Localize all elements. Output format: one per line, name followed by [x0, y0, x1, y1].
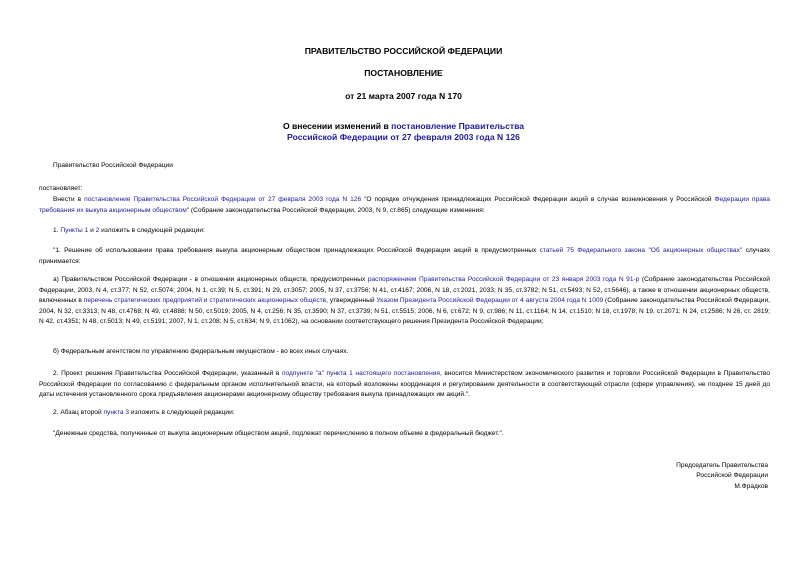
- title-link-line2[interactable]: Российской Федерации от 27 февраля 2003 года N 126: [287, 132, 520, 142]
- p4-text-3: изложить в следующей редакции:: [99, 227, 205, 234]
- p8-text-1: 2. Проект решения Правительства Российской Федерации, указанный в: [53, 370, 282, 377]
- link-decree-1009[interactable]: Указом Президента Российской Федерации от 4 августа 2004 года N 1009: [376, 297, 604, 305]
- p6-text-1: а) Правительством Российской Федерации - в отношении акционерных обществ, предусмотренных: [53, 276, 368, 283]
- p5-text-2: случаях принимается:: [39, 247, 770, 265]
- title-link-line1[interactable]: постановление Правительства: [391, 121, 525, 131]
- link-resolution-126[interactable]: постановление Правительства Российской Федерации от 27 февраля 2003 года N 126: [84, 196, 362, 203]
- link-article-75[interactable]: статьей 75 Федерального закона "Об акционерных обществах": [539, 247, 743, 254]
- p8-text-2: , вносится Министерством экономического развития и торговли Российской Федерации в Правительство Российской Федерации по согласованию с федеральным органом исполнительной власти, на который возложены координация и регулирование деятельности в соответствующей отрасли (сфере управления), не позднее 15 дней до даты истечения установленного срока предъявления акционерами акционерному обществу требования выкупа принадлежащих им акций.".: [39, 370, 770, 399]
- signature-name: М.Фрадков: [734, 482, 768, 490]
- government-heading: ПРАВИТЕЛЬСТВО РОССИЙСКОЙ ФЕДЕРАЦИИ: [304, 46, 503, 56]
- p5-text-1: "1. Решение об использовании права требования выкупа акционерным обществом принадлежащих Российской Федерации акций в предусмотренных: [53, 247, 540, 254]
- p4-text-1: 1.: [53, 227, 61, 234]
- title-prefix: О внесении изменений в: [282, 121, 392, 131]
- p3-text-3: " (Собрание законодательства Российской Федерации, 2003, N 9, ст.865) следующие изменения:: [186, 206, 485, 214]
- p3-text-2: "О порядке отчуждения принадлежащих Российской Федерации акций в случае возникновения у Российской: [361, 196, 715, 203]
- signature-title: Председатель Правительства: [676, 462, 768, 469]
- paragraph-budget: "Денежные средства, полученные от выкупа акционерным обществом акций, подлежат перечислению в полном объеме в федеральный бюджет.".: [53, 430, 504, 437]
- document-type: ПОСТАНОВЛЕНИЕ: [364, 68, 443, 78]
- p6-text-2: (Собрание законодательства Российской Федерации, 2003, N 4, ст.377; N 52, ст.5074; 2004, N 1, ст.39; N 5, ст.391; N 29, ст.3057; 2005, N 37, ст.3756; N 41, ст.4167; 2006, N 18, ст.2021, 2033; N 35, ст.3782; N 51, ст.5493; N 52, ст.5646), а также в отношении акционерных обществ, включенных в: [39, 276, 770, 305]
- paragraph-government: Правительство Российской Федерации: [53, 162, 173, 169]
- p6-text-4: (Собрание законодательства Российской Федерации, 2004, N 32, ст.3313; N 48, ст.4768; N 49, ст.4888; N 50, ст.5019; 2005, N 4, ст.256; N 35, ст.3590; N 37, ст.3739; N 51, ст.5515; 2006, N 6, ст.672; N 9, ст.986; N 11, ст.1164; N 14, ст.1510; N 18, ст.1978; N 19, ст.2071; N 24, ст.2586; N 26, ст. 2819; N 42, ст.4351; N 48, ст.5013; N 49, ст.5191; 2007, N 1, ст.208; N 5, ст.634; N 9, ст.1062), на основании соответствующего решения Президента Российской Федерации;: [39, 297, 770, 326]
- link-item-2[interactable]: 2: [95, 227, 100, 234]
- p3-text-1: Внести в: [53, 196, 85, 203]
- link-item-1[interactable]: Пункты 1: [60, 227, 89, 234]
- p4-text-2: и: [88, 227, 96, 234]
- link-subitem-a[interactable]: подпункте "а" пункта 1 настоящего постановления: [281, 370, 440, 377]
- paragraph-item-3: [39, 408, 770, 419]
- paragraph-item-2-new: [39, 369, 770, 401]
- paragraph-item-1-new: [39, 246, 770, 267]
- document-date-number: от 21 марта 2007 года N 170: [345, 91, 462, 101]
- paragraph-items-1-2: [39, 226, 770, 237]
- link-strategic-list[interactable]: перечень стратегических предприятий и стратегических акционерных обществ: [83, 297, 327, 305]
- link-order-91r[interactable]: распоряжением Правительства Российской Федерации от 23 января 2003 года N 91-р: [367, 276, 640, 283]
- link-item-3[interactable]: пункта 3: [103, 409, 130, 416]
- signature-organization: Российской Федерации: [696, 472, 768, 480]
- paragraph-subitem-a: [39, 275, 770, 328]
- paragraph-subitem-b: б) Федеральным агентством по управлению федеральным имуществом - во всех иных случаях.: [53, 348, 349, 355]
- paragraph-resolves: постановляет:: [39, 185, 83, 192]
- p9-text-2: изложить в следующей редакции:: [129, 409, 235, 416]
- p6-text-3: , утвержденный: [326, 297, 377, 305]
- link-resolution-126-title[interactable]: Федерации права требования их выкупа акционерным обществом: [39, 196, 770, 214]
- paragraph-amend-intro: [39, 195, 770, 216]
- document-title: [0, 121, 807, 143]
- signature-block: [676, 461, 768, 492]
- p9-text-1: 2. Абзац второй: [53, 409, 104, 416]
